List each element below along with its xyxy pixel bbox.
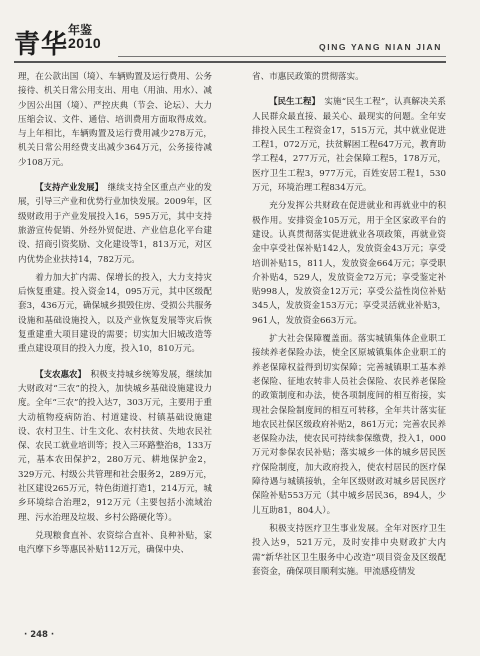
paragraph [252,522,446,579]
right-text-column [252,70,446,583]
paragraph-text: 着力加大扩内需、保增长的投入，大力支持灾后恢复重建。投入资金14，095万元，其中区级配套3，436万元，确保城乡损毁住房、受损公共服务设施和基础设施投入，以及产业恢复发展等灾后恢复重建重大项目建设的需要；切实加大旧城改造等重点建设项目的投入力度，投入10，810万元。 [18,272,212,355]
section-heading: 【民生工程】 [269,96,316,107]
paragraph-text: 积极支持城乡统筹发展，继续加大财政对“三农”的投入，加快城乡基础设施建设力度。全年“三农”的投入达7，303万元，主要用于重大动植物疫病防治、村道建设、村镇基础设施建设、农村卫生、计生文化、农村扶贫、失地农民社保、农民工就业培训等；投入三环路整治8，133万元，基本农田保护2，280万元、耕地保护金2，329万元、村级公共管理和社会服务2，289万元，社区建设265万元，特色街道打造1，214万元，城乡环境综合治理2，912万元（主要包括小流域治理、污水治理及垃圾、乡村公路硬化等）。 [18,369,212,523]
section-heading: 【支农惠农】 [35,368,82,379]
page-number: · 248 · [24,630,55,640]
header-rule-thin [118,56,446,57]
paragraph [252,70,446,84]
logo-year: 2010 [68,35,102,51]
paragraph-text: 实施“民生工程”，认真解决关系人民群众最直接、最关心、最现实的问题。全年安排投入民生工程资金17，515万元，其中就业促进工程1，072万元，扶贫解困工程647万元，教育助学工程4，277万元，社会保障工程5，178万元，医疗卫生工程3，977万元，百姓安居工程1，530万元，环境治理工程834万元。 [252,97,446,194]
paragraph [252,332,446,518]
paragraph [18,180,212,267]
paragraph-text: 扩大社会保障覆盖面。落实城镇集体企业职工接续养老保险办法，使全区原城镇集体企业职工的养老保障权益得到切实保障；完善城镇职工基本养老保险、征地农转非人员社会保险、农民养老保险的政策制度和办法，使各项制度间的相互衔接，实现社会保险制度间的相互可转移，全年共计落实征地农民社保区级政府补贴2，861万元；完善农民养老保险办法，使农民可持续参保缴费，投入1，000万元对参保农民补贴；落实城乡一体的城乡居民医疗保险制度，加大政府投入，使农村居民的医疗保障待遇与城镇接轨，全年区级财政对城乡居民医疗保险补贴553万元（其中城乡居民36，894人，少儿互助81，804人）。 [252,334,446,516]
left-text-column [18,70,212,562]
paragraph-text: 省、市惠民政策的贯彻落实。 [252,72,364,82]
paragraph-text: 积极支持医疗卫生事业发展。全年对医疗卫生投入达9，521万元，及时安排中央财政扩大内需“新华社区卫生服务中心改造”项目资金及区级配套资金，确保项目顺利实施。甲流感疫情发 [252,523,446,577]
page-header [0,0,480,64]
paragraph [18,367,212,525]
header-rule-thick [14,61,446,63]
logo-word: 年鉴 [68,23,93,37]
yearbook-logo: 青华 [14,30,69,60]
yearbook-logo-subtitle [68,24,101,50]
section-heading: 【支持产业发展】 [35,182,99,193]
paragraph [18,70,212,170]
paragraph [18,271,212,357]
header-pinyin-title: QING YANG NIAN JIAN [319,42,442,52]
paragraph-text: 充分发挥公共财政在促进就业和再就业中的积极作用。安排资金105万元，用于全区家政平台的建设。认真贯彻落实促进就业各项政策，再就业资金中享受社保补贴142人，发放资金43万元；享受培训补贴15，811人，发放资金664万元；享受职介补贴4，529人，发放资金72万元；享受鉴定补贴998人，发放资金12万元；享受公益性岗位补贴345人，发放资金153万元；享受灵活就业补贴3，961人，发放资金663万元。 [252,201,446,326]
paragraph [18,529,212,558]
paragraph-text: 理，在公款出国（境）、车辆购置及运行费用、公务接待、机关日常公用支出、用电（用油、用水）、减少因公出国（境）、严控庆典（节会、论坛）、大力压缩会议、文件、通信、培训费用方面取得成效。与上年相比，车辆购置及运行费用减少278万元，机关日常公用经费支出减少364万元，公务接待减少108万元。 [18,72,212,168]
paragraph-text: 兑现粮食直补、农资综合直补、良种补贴，家电汽摩下乡等惠民补贴112万元，确保中央、 [18,530,212,556]
paragraph [252,199,446,328]
paragraph-text: 继续支持全区重点产业的发展，引导三产业和优势行业加快发展。2009年，区级财政用于产业发展投入16，595万元，其中支持旅游宣传促销、外经外贸促进、产业信息化平台建设、招商引资奖励、文化建设等1，813万元，对区内优势企业扶持14，782万元。 [18,183,212,265]
paragraph [252,94,446,195]
